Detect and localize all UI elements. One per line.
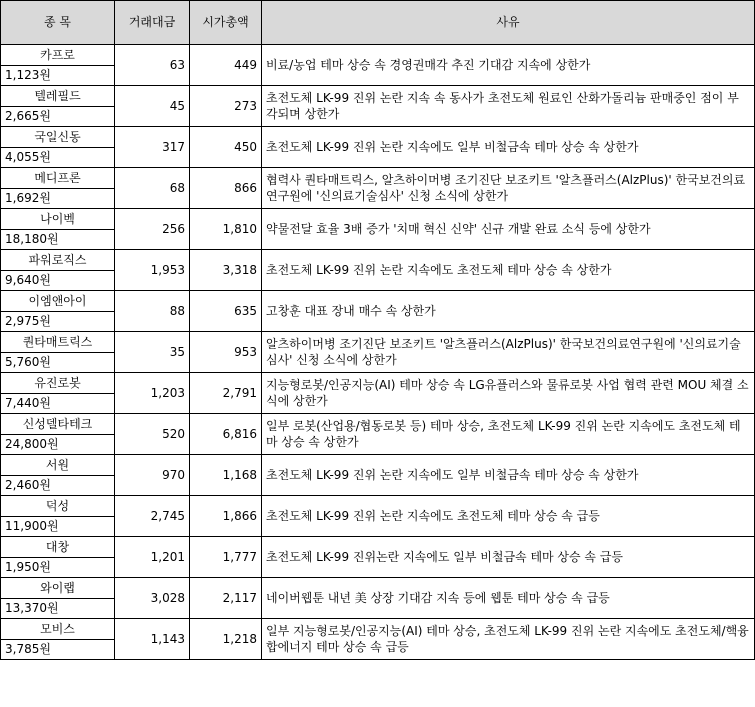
- market-cap: 866: [190, 168, 262, 209]
- reason: 네이버웹툰 내년 美 상장 기대감 지속 등에 웹툰 테마 상승 속 급등: [262, 578, 755, 619]
- header-reason: 사유: [262, 1, 755, 45]
- market-cap: 449: [190, 45, 262, 86]
- stock-price: 9,640원: [1, 271, 115, 291]
- stock-name: 텔레필드: [1, 86, 115, 107]
- market-cap: 2,117: [190, 578, 262, 619]
- stock-name: 유진로봇: [1, 373, 115, 394]
- reason: 일부 지능형로봇/인공지능(AI) 테마 상승, 초전도체 LK-99 진위 논란 지속에도 초전도체/핵융합에너지 테마 상승 속 급등: [262, 619, 755, 660]
- stock-name: 신성델타테크: [1, 414, 115, 435]
- stock-price: 1,123원: [1, 66, 115, 86]
- reason: 약물전달 효율 3배 증가 '치매 혁신 신약' 신규 개발 완료 소식 등에 상한가: [262, 209, 755, 250]
- stock-name: 국일신동: [1, 127, 115, 148]
- table-row: [1, 209, 755, 230]
- table-row: [1, 45, 755, 66]
- market-cap: 1,218: [190, 619, 262, 660]
- stock-price: 7,440원: [1, 394, 115, 414]
- trade-value: 317: [115, 127, 190, 168]
- table-row: [1, 291, 755, 312]
- market-cap: 1,777: [190, 537, 262, 578]
- market-cap: 635: [190, 291, 262, 332]
- trade-value: 3,028: [115, 578, 190, 619]
- reason: 협력사 퀀타매트릭스, 알츠하이머병 조기진단 보조키트 '알츠플러스(AlzPlus)' 한국보건의료연구원에 '신의료기술심사' 신청 소식에 상한가: [262, 168, 755, 209]
- market-cap: 953: [190, 332, 262, 373]
- stock-name: 퀀타매트릭스: [1, 332, 115, 353]
- trade-value: 2,745: [115, 496, 190, 537]
- stock-price: 5,760원: [1, 353, 115, 373]
- stock-name: 와이랩: [1, 578, 115, 599]
- market-cap: 1,866: [190, 496, 262, 537]
- header-market-cap: 시가총액: [190, 1, 262, 45]
- table-row: [1, 168, 755, 189]
- reason: 비료/농업 테마 상승 속 경영권매각 추진 기대감 지속에 상한가: [262, 45, 755, 86]
- trade-value: 1,143: [115, 619, 190, 660]
- reason: 고창훈 대표 장내 매수 속 상한가: [262, 291, 755, 332]
- market-cap: 1,810: [190, 209, 262, 250]
- table-row: [1, 373, 755, 394]
- trade-value: 520: [115, 414, 190, 455]
- reason: 초전도체 LK-99 진위 논란 지속 속 동사가 초전도체 원료인 산화가돌리늄 판매중인 점이 부각되며 상한가: [262, 86, 755, 127]
- trade-value: 68: [115, 168, 190, 209]
- stock-price: 2,665원: [1, 107, 115, 127]
- table-row: [1, 414, 755, 435]
- reason: 알츠하이머병 조기진단 보조키트 '알츠플러스(AlzPlus)' 한국보건의료연구원에 '신의료기술심사' 신청 소식에 상한가: [262, 332, 755, 373]
- trade-value: 45: [115, 86, 190, 127]
- market-cap: 273: [190, 86, 262, 127]
- table-row: [1, 127, 755, 148]
- reason: 초전도체 LK-99 진위 논란 지속에도 초전도체 테마 상승 속 상한가: [262, 250, 755, 291]
- stock-price: 4,055원: [1, 148, 115, 168]
- table-row: [1, 537, 755, 558]
- market-cap: 3,318: [190, 250, 262, 291]
- trade-value: 256: [115, 209, 190, 250]
- stock-price: 3,785원: [1, 640, 115, 660]
- table-row: [1, 496, 755, 517]
- stock-name: 메디프론: [1, 168, 115, 189]
- trade-value: 970: [115, 455, 190, 496]
- trade-value: 1,203: [115, 373, 190, 414]
- reason: 초전도체 LK-99 진위 논란 지속에도 초전도체 테마 상승 속 급등: [262, 496, 755, 537]
- stock-price: 1,692원: [1, 189, 115, 209]
- stock-name: 서원: [1, 455, 115, 476]
- header-trade-value: 거래대금: [115, 1, 190, 45]
- stock-name: 파워로직스: [1, 250, 115, 271]
- stock-price: 24,800원: [1, 435, 115, 455]
- trade-value: 35: [115, 332, 190, 373]
- market-cap: 1,168: [190, 455, 262, 496]
- header-stock: 종 목: [1, 1, 115, 45]
- table-row: [1, 250, 755, 271]
- header-row: [1, 1, 755, 45]
- reason: 초전도체 LK-99 진위 논란 지속에도 일부 비철금속 테마 상승 속 상한가: [262, 455, 755, 496]
- stock-name: 카프로: [1, 45, 115, 66]
- market-cap: 2,791: [190, 373, 262, 414]
- table-row: [1, 619, 755, 640]
- stock-price: 11,900원: [1, 517, 115, 537]
- stock-name: 나이벡: [1, 209, 115, 230]
- trade-value: 1,201: [115, 537, 190, 578]
- stock-price: 2,460원: [1, 476, 115, 496]
- stock-price: 2,975원: [1, 312, 115, 332]
- trade-value: 88: [115, 291, 190, 332]
- stock-price: 13,370원: [1, 599, 115, 619]
- stock-name: 덕성: [1, 496, 115, 517]
- trade-value: 1,953: [115, 250, 190, 291]
- stock-price: 1,950원: [1, 558, 115, 578]
- market-cap: 6,816: [190, 414, 262, 455]
- table-row: [1, 332, 755, 353]
- trade-value: 63: [115, 45, 190, 86]
- table-row: [1, 578, 755, 599]
- reason: 지능형로봇/인공지능(AI) 테마 상승 속 LG유플러스와 물류로봇 사업 협력 관련 MOU 체결 소식에 상한가: [262, 373, 755, 414]
- reason: 초전도체 LK-99 진위논란 지속에도 일부 비철금속 테마 상승 속 급등: [262, 537, 755, 578]
- stock-price: 18,180원: [1, 230, 115, 250]
- table-row: [1, 455, 755, 476]
- stock-name: 모비스: [1, 619, 115, 640]
- stock-name: 대창: [1, 537, 115, 558]
- table-body: [1, 45, 755, 660]
- reason: 초전도체 LK-99 진위 논란 지속에도 일부 비철금속 테마 상승 속 상한가: [262, 127, 755, 168]
- market-cap: 450: [190, 127, 262, 168]
- stock-name: 이엠앤아이: [1, 291, 115, 312]
- table-row: [1, 86, 755, 107]
- reason: 일부 로봇(산업용/협동로봇 등) 테마 상승, 초전도체 LK-99 진위 논란 지속에도 초전도체 테마 상승 속 상한가: [262, 414, 755, 455]
